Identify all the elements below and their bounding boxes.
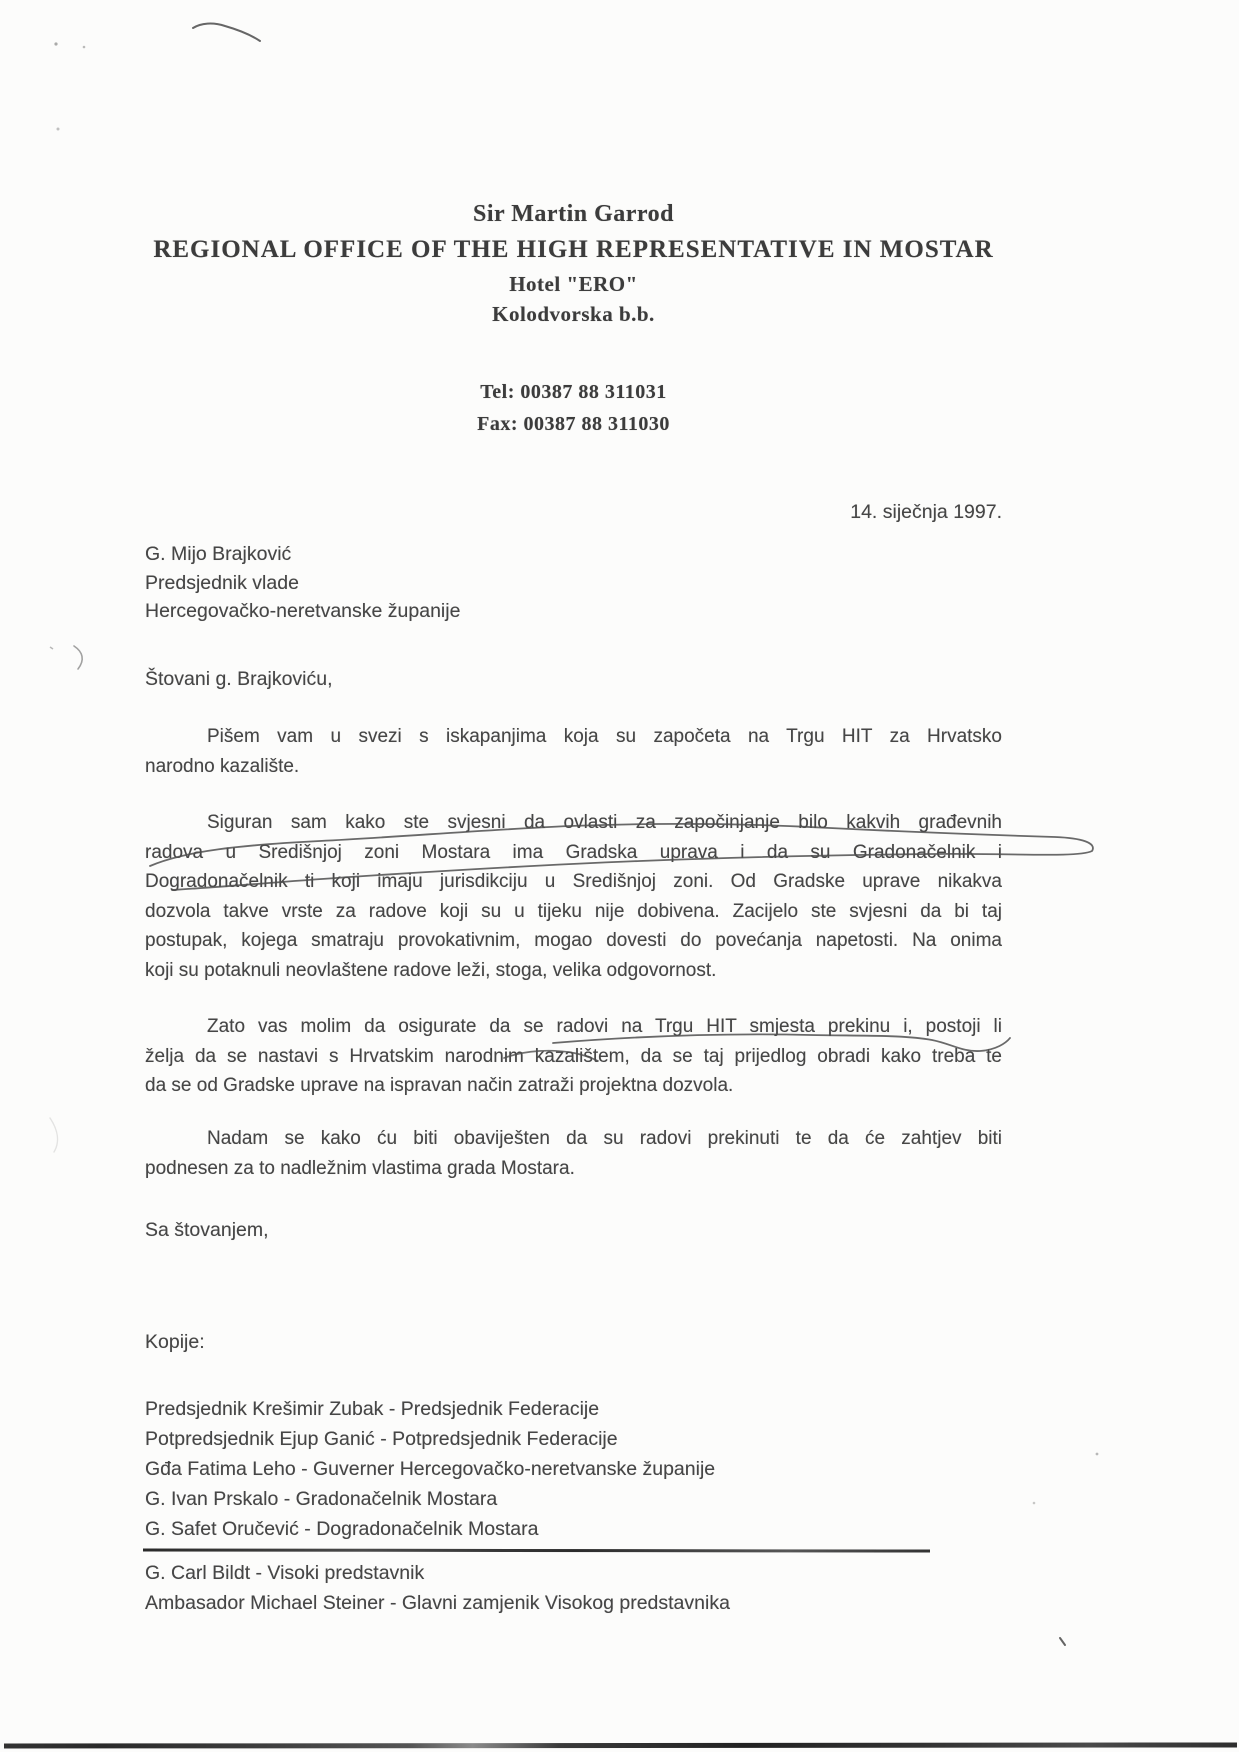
letterhead-address-line-1: Hotel "ERO" (509, 272, 638, 296)
pen-mark-margin-parenthesis (74, 646, 82, 669)
copies-list (145, 1394, 1002, 1544)
body-paragraph-1 (145, 722, 1002, 781)
scan-speck (57, 128, 60, 131)
recipient-title: Predsjednik vlade (145, 571, 299, 594)
letterhead-sender-name: Sir Martin Garrod (473, 201, 674, 227)
scan-edge-artifact (4, 1742, 1237, 1748)
recipient-region: Hercegovačko-neretvanske županije (145, 600, 461, 622)
footer-copies-item: G. Carl Bildt - Visoki predstavnik (145, 1562, 425, 1584)
paragraph-line: želja da se nastavi s Hrvatskim narodnim kazalištem, da se taj prijedlog obradi kako treba te (145, 1045, 1002, 1067)
paragraph-line: Nadam se kako ću biti obaviješten da su radovi prekinuti te da će zahtjev biti (207, 1128, 1002, 1149)
paragraph-line: Dogradonačelnik ti koji imaju jurisdikciju u Središnjoj zoni. Od Gradske uprave nikakva (145, 871, 1002, 892)
paragraph-line: Pišem vam u svezi s iskapanjima koja su započeta na Trgu HIT za Hrvatsko (207, 726, 1002, 747)
pen-mark-margin-tick (50, 647, 53, 649)
scan-speck (83, 46, 86, 49)
copies-item: Gđa Fatima Leho - Guverner Hercegovačko-neretvanske županije (145, 1458, 716, 1480)
scan-speck (54, 42, 57, 45)
letterhead-fax: Fax: 00387 88 311030 (477, 413, 670, 435)
paragraph-line: Zato vas molim da osigurate da se radovi na Trgu HIT smjesta prekinu i, postoji li (207, 1016, 1002, 1037)
recipient-block (145, 540, 1002, 626)
paragraph-line: narodno kazalište. (145, 755, 300, 777)
letter-date: 14. siječnja 1997. (850, 501, 1002, 523)
paragraph-line: da se od Gradske uprave na ispravan način zatraži projektna dozvola. (145, 1075, 734, 1096)
letterhead-telephone: Tel: 00387 88 311031 (480, 381, 667, 403)
copies-item: G. Ivan Prskalo - Gradonačelnik Mostara (145, 1488, 498, 1510)
paragraph-line: radova u Središnjoj zoni Mostara ima Gradska uprava i da su Gradonačelnik i (145, 841, 1002, 863)
footer-copies-list (145, 1558, 1002, 1618)
copies-item: Potpredsjednik Ejup Ganić - Potpredsjednik Federacije (145, 1428, 618, 1450)
closing-salute: Sa štovanjem, (145, 1219, 269, 1241)
footer-copies-item: Ambasador Michael Steiner - Glavni zamjenik Visokog predstavnika (145, 1592, 730, 1614)
paragraph-line: koji su potaknuli neovlaštene radove leži, stoga, velika odgovornost. (145, 959, 717, 981)
separator-line (143, 1548, 930, 1552)
paragraph-line: podnesen za to nadležnim vlastima grada Mostara. (145, 1157, 575, 1179)
salutation: Štovani g. Brajkoviću, (145, 668, 333, 690)
letterhead-office-name: REGIONAL OFFICE OF THE HIGH REPRESENTATIVE IN MOSTAR (153, 236, 994, 263)
recipient-name: G. Mijo Brajković (145, 543, 292, 565)
body-paragraph-2 (145, 808, 1002, 985)
paragraph-line: postupak, kojega smatraju provokativnim, mogao dovesti do povećanja napetosti. Na onima (145, 930, 1002, 951)
scan-speck-tick (1060, 1638, 1065, 1645)
paragraph-line: dozvola takve vrste za radove koji su u tijeku nije dobivena. Zacijelo ste svjesni da bi taj (145, 900, 1002, 922)
pen-stroke-top-diagonal (193, 24, 260, 41)
letterhead-address-line-2: Kolodvorska b.b. (492, 302, 655, 326)
pen-mark-margin-arc (50, 1118, 57, 1152)
scan-speck (1033, 1502, 1036, 1505)
paragraph-line: Siguran sam kako ste svjesni da ovlasti za započinjanje bilo kakvih građevnih (207, 812, 1002, 833)
copies-item: G. Safet Oručević - Dogradonačelnik Mostara (145, 1518, 539, 1540)
body-paragraph-3 (145, 1012, 1002, 1101)
copies-label: Kopije: (145, 1331, 205, 1353)
scan-speck (1096, 1453, 1099, 1456)
body-paragraph-4 (145, 1124, 1002, 1183)
copies-item: Predsjednik Krešimir Zubak - Predsjednik Federacije (145, 1398, 600, 1420)
